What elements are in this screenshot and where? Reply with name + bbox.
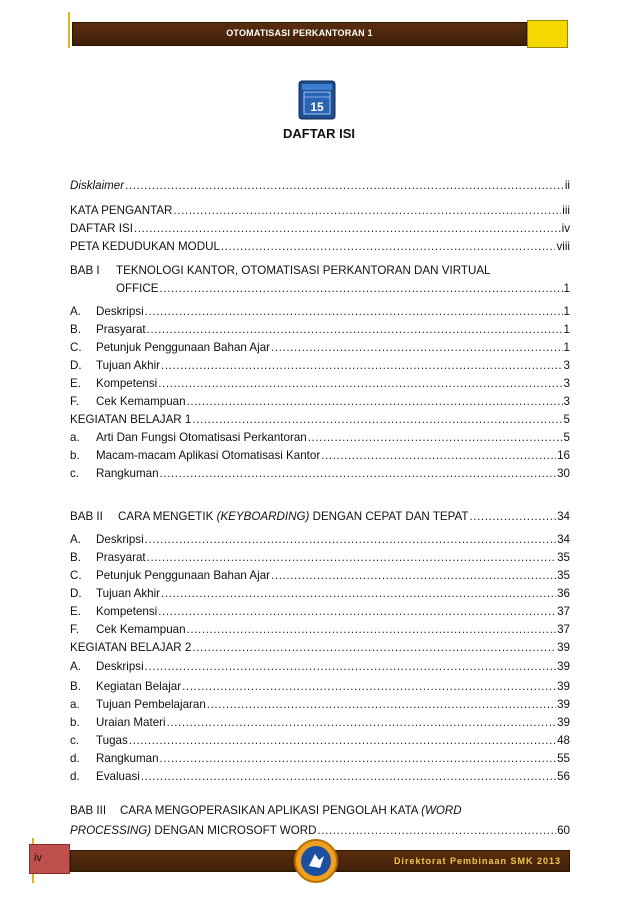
toc-leader-dots <box>187 623 557 637</box>
toc-leader-dots <box>158 377 562 391</box>
toc-prefix: BAB I <box>70 264 100 277</box>
toc-label: Tujuan Akhir <box>96 587 161 600</box>
toc-page-number: 37 <box>557 605 570 618</box>
toc-page-number: 48 <box>557 734 570 747</box>
toc-leader-dots <box>145 533 556 547</box>
toc-page-number: 1 <box>563 341 570 354</box>
toc-label: Kompetensi <box>96 605 158 618</box>
toc-prefix: a. <box>70 698 80 711</box>
toc-label: Prasyarat <box>96 323 146 336</box>
toc-row[interactable] <box>70 549 570 565</box>
toc-prefix: a. <box>70 431 80 444</box>
toc-leader-dots <box>147 551 556 565</box>
toc-leader-dots <box>141 770 556 784</box>
toc-label: Macam-macam Aplikasi Otomatisasi Kantor <box>96 449 321 462</box>
toc-row[interactable] <box>70 339 570 355</box>
toc-page-number: 5 <box>563 431 570 444</box>
toc-leader-dots <box>192 641 556 655</box>
publisher-text: Direktorat Pembinaan SMK 2013 <box>393 856 561 866</box>
toc-page-number: 56 <box>557 770 570 783</box>
toc-row[interactable] <box>70 321 570 337</box>
toc-page-number: 3 <box>563 377 570 390</box>
toc-label: KEGIATAN BELAJAR 1 <box>70 413 192 426</box>
toc-prefix: D. <box>70 359 82 372</box>
toc-leader-dots <box>160 752 557 766</box>
toc-page-number: 39 <box>557 680 570 693</box>
toc-leader-dots <box>160 282 563 296</box>
toc-row[interactable] <box>70 678 570 694</box>
toc-page-number: 5 <box>563 413 570 426</box>
header-yellow-box <box>527 20 568 48</box>
toc-page-number: iv <box>561 222 570 235</box>
logo-icon <box>293 838 339 884</box>
toc-page-number: 36 <box>557 587 570 600</box>
toc-label: CARA MENGETIK (KEYBOARDING) DENGAN CEPAT DAN TEPAT <box>118 510 469 523</box>
toc-page-number: 37 <box>557 623 570 636</box>
toc-leader-dots <box>469 510 556 524</box>
toc-row[interactable] <box>70 603 570 619</box>
toc-label: Disklaimer <box>70 179 125 192</box>
toc-prefix: B. <box>70 323 81 336</box>
toc-page-number: 39 <box>557 660 570 673</box>
toc-row[interactable] <box>70 750 570 766</box>
toc-row[interactable] <box>70 639 570 655</box>
toc-page-number: 1 <box>563 305 570 318</box>
toc-prefix: A. <box>70 660 81 673</box>
toc-leader-dots <box>321 449 556 463</box>
toc-label: Tujuan Pembelajaran <box>96 698 206 711</box>
toc-row[interactable] <box>70 238 570 254</box>
toc-prefix: D. <box>70 587 82 600</box>
toc-prefix: E. <box>70 605 81 618</box>
toc-label: Uraian Materi <box>96 716 166 729</box>
page-title: DAFTAR ISI <box>283 126 355 141</box>
toc-label: Deskripsi <box>96 305 144 318</box>
toc-leader-dots <box>160 467 557 481</box>
toc-label: Rangkuman <box>96 467 159 480</box>
toc-row[interactable] <box>70 262 570 278</box>
toc-page-number: 34 <box>557 533 570 546</box>
toc-row[interactable] <box>70 732 570 748</box>
toc-page-number: 3 <box>563 395 570 408</box>
toc-label: DAFTAR ISI <box>70 222 133 235</box>
toc-page-number: iii <box>562 204 570 217</box>
toc-page-number: 35 <box>557 569 570 582</box>
toc-leader-dots <box>187 395 563 409</box>
toc-row[interactable] <box>70 357 570 373</box>
toc-prefix: A. <box>70 305 81 318</box>
toc-label: PROCESSING) DENGAN MICROSOFT WORD <box>70 824 317 837</box>
toc-leader-dots <box>318 824 557 838</box>
toc-label: Rangkuman <box>96 752 159 765</box>
toc-page-number: 1 <box>563 282 570 295</box>
toc-prefix: BAB III <box>70 804 107 817</box>
toc-row[interactable] <box>70 567 570 583</box>
toc-row[interactable] <box>70 768 570 784</box>
toc-row[interactable] <box>70 714 570 730</box>
toc-row[interactable] <box>70 802 570 818</box>
toc-label: Kegiatan Belajar <box>96 680 182 693</box>
toc-row[interactable] <box>70 393 570 409</box>
toc-prefix: F. <box>70 623 80 636</box>
toc-page-number: 39 <box>557 716 570 729</box>
toc-leader-dots <box>161 359 563 373</box>
toc-label: Prasyarat <box>96 551 146 564</box>
toc-label: TEKNOLOGI KANTOR, OTOMATISASI PERKANTORAN DAN VIRTUAL <box>116 264 491 277</box>
toc-leader-dots <box>271 569 556 583</box>
toc-row[interactable] <box>70 822 570 838</box>
toc-row[interactable] <box>70 531 570 547</box>
toc-page-number: 35 <box>557 551 570 564</box>
toc-prefix: b. <box>70 716 80 729</box>
toc-page-number: 60 <box>557 824 570 837</box>
toc-leader-dots <box>125 179 564 193</box>
toc-row[interactable] <box>70 585 570 601</box>
toc-row[interactable] <box>70 280 570 296</box>
toc-page-number: 34 <box>557 510 570 523</box>
toc-page-number: 39 <box>557 641 570 654</box>
toc-page-number: 55 <box>557 752 570 765</box>
toc-label: Cek Kemampuan <box>96 395 186 408</box>
toc-label: KEGIATAN BELAJAR 2 <box>70 641 192 654</box>
toc-leader-dots <box>192 413 562 427</box>
toc-label: Tugas <box>96 734 128 747</box>
toc-label: OFFICE <box>116 282 159 295</box>
toc-leader-dots <box>221 240 556 254</box>
toc-label: Deskripsi <box>96 660 144 673</box>
header-title: OTOMATISASI PERKANTORAN 1 <box>226 28 373 38</box>
toc-leader-dots <box>145 305 563 319</box>
toc-row[interactable] <box>70 303 570 319</box>
toc-row[interactable] <box>70 202 570 218</box>
toc-page-number: viii <box>556 240 570 253</box>
toc-row[interactable] <box>70 220 570 236</box>
toc-label: Petunjuk Penggunaan Bahan Ajar <box>96 569 271 582</box>
toc-prefix: d. <box>70 770 80 783</box>
toc-page-number: 3 <box>563 359 570 372</box>
toc-row[interactable] <box>70 621 570 637</box>
toc-leader-dots <box>182 680 556 694</box>
toc-row[interactable] <box>70 465 570 481</box>
toc-row[interactable] <box>70 429 570 445</box>
toc-row[interactable] <box>70 508 570 524</box>
toc-row[interactable] <box>70 447 570 463</box>
calendar-icon <box>298 80 336 120</box>
header-accent-line <box>68 12 70 48</box>
toc-leader-dots <box>308 431 563 445</box>
toc-prefix: F. <box>70 395 80 408</box>
toc-leader-dots <box>158 605 556 619</box>
toc-label: Deskripsi <box>96 533 144 546</box>
toc-label: Kompetensi <box>96 377 158 390</box>
toc-leader-dots <box>145 660 556 674</box>
toc-label: Cek Kemampuan <box>96 623 186 636</box>
toc-prefix: A. <box>70 533 81 546</box>
toc-prefix: C. <box>70 341 82 354</box>
toc-leader-dots <box>271 341 562 355</box>
toc-prefix: d. <box>70 752 80 765</box>
toc-prefix: C. <box>70 569 82 582</box>
toc-row[interactable] <box>70 696 570 712</box>
toc-leader-dots <box>173 204 561 218</box>
page-number: iv <box>34 852 42 864</box>
toc-page-number: 16 <box>557 449 570 462</box>
toc-leader-dots <box>161 587 556 601</box>
toc-page-number: 1 <box>563 323 570 336</box>
toc-page-number: 30 <box>557 467 570 480</box>
toc-page-number: 39 <box>557 698 570 711</box>
toc-row[interactable] <box>70 658 570 674</box>
toc-label: CARA MENGOPERASIKAN APLIKASI PENGOLAH KATA (WORD <box>120 804 462 817</box>
toc-label: KATA PENGANTAR <box>70 204 173 217</box>
toc-leader-dots <box>129 734 556 748</box>
toc-row[interactable] <box>70 177 570 193</box>
toc-leader-dots <box>167 716 557 730</box>
toc-prefix: B. <box>70 551 81 564</box>
toc-prefix: E. <box>70 377 81 390</box>
toc-row[interactable] <box>70 411 570 427</box>
toc-label: Tujuan Akhir <box>96 359 161 372</box>
toc-leader-dots <box>134 222 561 236</box>
toc-label: PETA KEDUDUKAN MODUL <box>70 240 220 253</box>
toc-prefix: B. <box>70 680 81 693</box>
toc-prefix: BAB II <box>70 510 103 523</box>
toc-label: Arti Dan Fungsi Otomatisasi Perkantoran <box>96 431 307 444</box>
calendar-number: 15 <box>310 100 324 114</box>
toc-label: Evaluasi <box>96 770 140 783</box>
toc-page-number: ii <box>564 179 570 192</box>
toc-leader-dots <box>207 698 556 712</box>
toc-row[interactable] <box>70 375 570 391</box>
toc-leader-dots <box>147 323 563 337</box>
toc-label: Petunjuk Penggunaan Bahan Ajar <box>96 341 271 354</box>
toc-prefix: b. <box>70 449 80 462</box>
toc-prefix: c. <box>70 734 80 747</box>
toc-prefix: c. <box>70 467 80 480</box>
